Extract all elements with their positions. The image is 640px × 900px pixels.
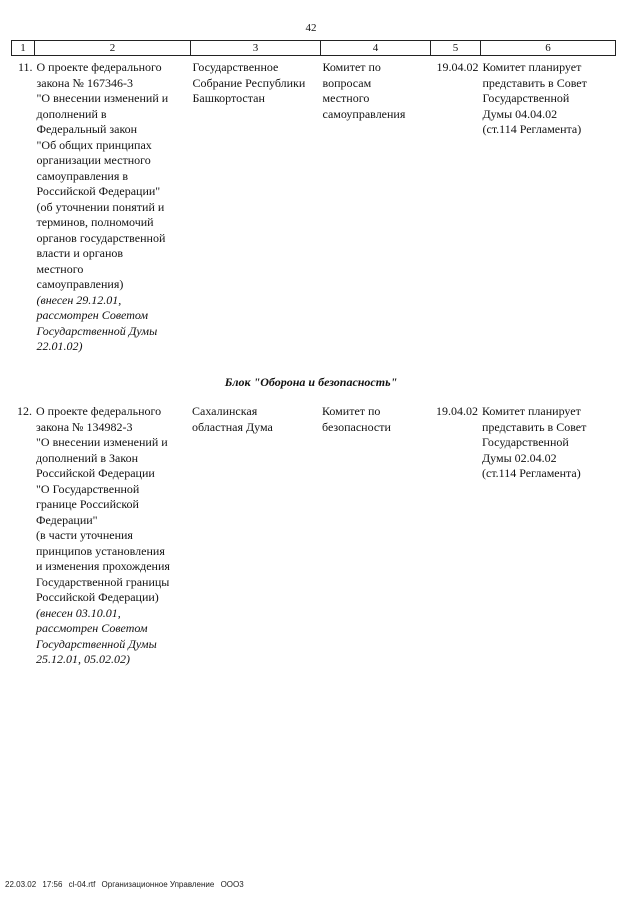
bill-note-line: (внесен 29.12.01,	[36, 292, 122, 307]
bill-description	[34, 400, 190, 668]
bill-note-line: (внесен 03.10.01,	[36, 605, 121, 620]
bill-title-line: местного	[36, 261, 84, 276]
plan-line: представить в Совет	[482, 75, 587, 90]
committee-line: вопросам	[322, 75, 372, 90]
review-date: 19.04.02	[436, 60, 479, 74]
footer-code: ООО3	[220, 880, 244, 889]
committee-line: местного	[322, 91, 370, 105]
table-row	[11, 400, 615, 668]
bill-title-line: самоуправления в	[36, 168, 129, 183]
bills-table-top	[11, 40, 616, 355]
bill-title-line: границе Российской	[36, 497, 139, 511]
bill-title	[36, 404, 188, 606]
bill-title-line: самоуправления)	[36, 277, 124, 291]
plan-line: Комитет планирует	[482, 60, 582, 74]
bill-title-line: "О внесении изменений и	[36, 435, 168, 449]
bill-status-note	[36, 606, 188, 668]
committee-plan	[480, 400, 615, 668]
column-header: 2	[35, 41, 191, 56]
plan-line: Думы 04.04.02	[482, 106, 558, 121]
bill-note-line: Государственной Думы	[36, 636, 157, 651]
footer-file: cl-04.rtf	[68, 880, 96, 889]
author-line: Сахалинская	[192, 404, 258, 418]
author-line: Башкортостан	[192, 91, 265, 105]
bill-note-line: 25.12.01, 05.02.02)	[36, 652, 130, 666]
review-date: 19.04.02	[436, 404, 478, 418]
column-header: 5	[431, 41, 481, 56]
bill-author	[190, 400, 320, 668]
responsible-committee	[321, 56, 431, 355]
committee-plan	[481, 56, 616, 355]
bill-title-line: Российской Федерации)	[36, 590, 159, 604]
plan-line: Государственной	[482, 435, 569, 449]
entry-number: 12.	[17, 404, 32, 418]
column-header: 1	[12, 41, 35, 56]
committee-line: Комитет по	[322, 404, 381, 418]
author-line: Собрание Республики	[192, 75, 306, 90]
footer-date: 22.03.02	[5, 880, 37, 889]
bill-title-line: Российской Федерации	[36, 466, 155, 480]
bill-note-line: Государственной Думы	[36, 323, 158, 338]
bill-author	[191, 56, 321, 355]
bill-description	[35, 56, 191, 355]
bill-title-line: власти и органов	[36, 246, 124, 260]
plan-line: представить в Совет	[482, 419, 587, 434]
bill-title-line: органов государственной	[36, 230, 166, 245]
bill-title-line: О проекте федерального	[36, 404, 162, 418]
column-header: 4	[321, 41, 431, 56]
entry-number: 11.	[17, 60, 33, 74]
column-number-row	[12, 41, 616, 56]
bill-title	[37, 60, 189, 293]
responsible-committee	[320, 400, 430, 668]
bill-title-line: (об уточнении понятий и	[36, 199, 165, 214]
bill-note-line: 22.01.02)	[36, 339, 83, 353]
footer-org: Организационное Управление	[101, 880, 215, 889]
plan-line: Думы 02.04.02	[482, 450, 557, 465]
bill-title-line: Федеральный закон	[36, 122, 138, 136]
plan-line: (ст.114 Регламента)	[482, 122, 582, 136]
bill-title-line: Государственной границы	[36, 574, 170, 589]
author-line: Государственное	[192, 60, 279, 74]
committee-line: безопасности	[322, 419, 391, 434]
footer-time: 17:56	[42, 880, 63, 889]
bill-title-line: закона № 134982-3	[36, 419, 133, 434]
bill-title-line: "О Государственной	[36, 481, 140, 496]
bill-title-line: организации местного	[36, 153, 151, 167]
bill-status-note	[37, 293, 189, 355]
print-footer	[5, 880, 248, 889]
plan-line: Государственной	[482, 91, 570, 105]
bill-title-line: дополнений в	[36, 106, 107, 121]
plan-line: (ст.114 Регламента)	[482, 466, 581, 480]
bill-note-line: рассмотрен Советом	[36, 621, 148, 635]
committee-line: Комитет по	[322, 60, 381, 74]
committee-line: самоуправления	[322, 106, 406, 121]
column-header: 6	[481, 41, 616, 56]
bill-title-line: принципов установления	[36, 543, 165, 558]
bill-title-line: и изменения прохождения	[36, 559, 170, 573]
bill-title-line: (в части уточнения	[36, 528, 133, 542]
bill-title-line: "Об общих принципах	[36, 137, 152, 152]
bill-title-line: дополнений в Закон	[36, 450, 139, 465]
page-number: 42	[305, 22, 317, 34]
bill-title-line: терминов, полномочий	[36, 215, 154, 229]
bill-title-line: Федерации"	[36, 512, 98, 527]
bill-title-line: "О внесении изменений и	[36, 91, 169, 105]
bill-title-line: закона № 167346-3	[36, 75, 133, 90]
column-header: 3	[191, 41, 321, 56]
section-heading: Блок "Оборона и безопасность"	[224, 375, 398, 389]
bill-title-line: О проекте федерального	[36, 60, 162, 74]
author-line: областная Дума	[192, 419, 273, 434]
table-row	[12, 56, 616, 355]
plan-line: Комитет планирует	[482, 404, 581, 418]
bill-note-line: рассмотрен Советом	[36, 308, 149, 322]
bills-table-bottom	[11, 400, 615, 668]
bill-title-line: Российской Федерации"	[36, 184, 161, 198]
